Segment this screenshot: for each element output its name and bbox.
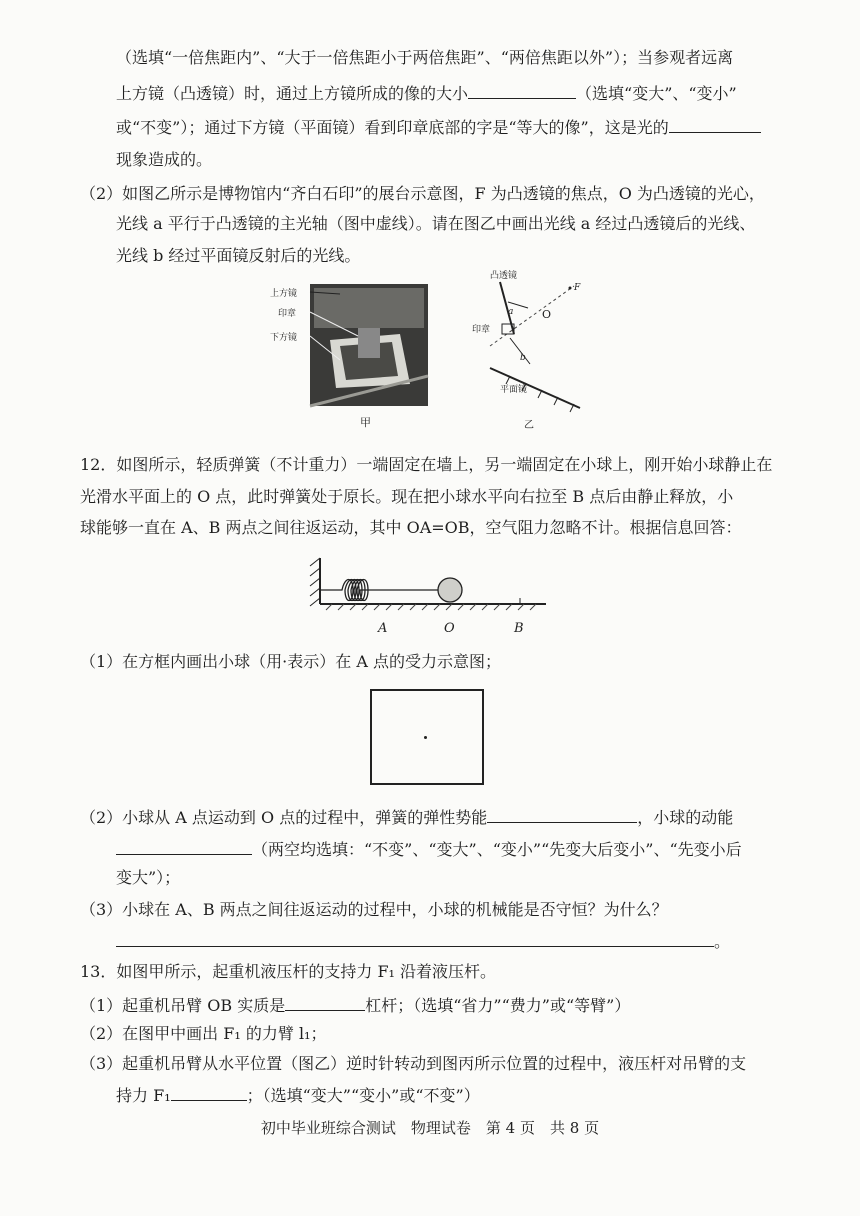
q11-part2-line3: 光线 b 经过平面镜反射后的光线。 [116,246,361,265]
q12-line2: 光滑水平面上的 O 点，此时弹簧处于原长。现在把小球水平向右拉至 B 点后由静止释放，小 [80,487,734,506]
spring [320,580,438,601]
q11-cont-line1: （选填“一倍焦距内”、“大于一倍焦距小于两倍焦距”、“两倍焦距以外”）；当参观者远离 [116,48,734,67]
point-b-label: B [514,621,524,636]
q11-part2-line1: （2）如图乙所示是博物馆内“齐白石印”的展台示意图，F 为凸透镜的焦点，O 为凸透镜的光心， [80,184,765,203]
jia-label-top: 上方镜 [270,289,298,299]
yi-focus-label: F [574,283,581,293]
yi-mirror-label: 平面镜 [500,385,528,395]
q13-line1: 13．如图甲所示，起重机液压杆的支持力 F₁ 沿着液压杆。 [80,962,497,981]
kinetic-energy-blank[interactable] [116,836,252,855]
q12-part2-text-c: （两空均选填：“不变”、“变大”、“变小”“先变大后变小”、“先变小后 [252,840,742,859]
q13-part3-text-b: ；（选填“变大”“变小”或“不变”） [246,1086,480,1105]
q11-cont-line4: 现象造成的。 [116,150,213,169]
point-o-label: O [444,621,455,636]
q13-part1 [80,992,630,1018]
ball-dot [424,736,427,739]
q12-part2-line3: 变大”）； [116,868,181,887]
yi-stamp-label: 印章 [472,325,491,335]
q11-image-size-blank[interactable] [468,80,576,99]
yi-lens-label: 凸透镜 [490,271,518,281]
ball [438,578,462,602]
q11-cont-line3-text: 或“不变”）；通过下方镜（平面镜）看到印章底部的字是“等大的像”，这是光的 [116,118,669,137]
q11-cont-line2-text-b: （选填“变大”、“变小” [576,84,737,103]
q12-part1: （1）在方框内画出小球（用·表示）在 A 点的受力示意图； [80,652,501,671]
figure-jia-photo [270,276,440,436]
q12-part2-line1 [80,804,733,830]
q12-part2-text-b: ，小球的动能 [637,808,734,827]
q13-part3-line1: （3）起重机吊臂从水平位置（图乙）逆时针转动到图丙所示位置的过程中，液压杆对吊臂的支 [80,1054,747,1073]
yi-caption: 乙 [524,420,534,431]
q13-part3-text-a: 持力 F₁ [116,1086,171,1105]
jia-caption: 甲 [360,416,371,429]
q12-part3-answer [116,928,730,954]
q13-part1-text-b: 杠杆；（选填“省力”“费力”或“等臂”） [365,996,631,1015]
force-diagram-box[interactable] [370,689,484,785]
q12-spring-figure [306,552,552,642]
jia-label-mid: 印章 [278,309,297,319]
yi-center-label: O [542,308,552,321]
q12-part2-text-a: （2）小球从 A 点运动到 O 点的过程中，弹簧的弹性势能 [80,808,488,827]
support-force-blank[interactable] [171,1082,247,1101]
q12-part3: （3）小球在 A、B 两点之间往返运动的过程中，小球的机械能是否守恒？为什么？ [80,900,668,919]
q12-line3: 球能够一直在 A、B 两点之间往返运动，其中 OA=OB，空气阻力忽略不计。根据信息回答： [80,518,742,537]
q11-cont-line2 [116,80,737,106]
q13-part3-line2 [116,1082,480,1108]
elastic-energy-blank[interactable] [487,804,637,823]
q12-part3-end: 。 [714,932,731,951]
lever-type-blank[interactable] [285,992,365,1011]
q12-part2-line2 [116,836,742,862]
q12-line1: 12．如图所示，轻质弹簧（不计重力）一端固定在墙上，另一端固定在小球上，刚开始小球静止在 [80,455,773,474]
mechanical-energy-answer-blank[interactable] [116,928,714,947]
q13-part1-text-a: （1）起重机吊臂 OB 实质是 [80,996,286,1015]
q11-cont-line2-text-a: 上方镜（凸透镜）时，通过上方镜所成的像的大小 [116,84,469,103]
jia-label-bot: 下方镜 [270,333,298,343]
q11-cont-line3 [116,114,761,140]
q11-light-phenomenon-blank[interactable] [669,114,761,133]
yi-ray-a-label: a [508,307,514,317]
point-a-label: A [378,621,388,636]
yi-ray-b-label: b [520,353,526,363]
figure-yi-diagram [470,268,590,436]
q13-part2: （2）在图甲中画出 F₁ 的力臂 l₁； [80,1024,327,1043]
page-footer: 初中毕业班综合测试 物理试卷 第 4 页 共 8 页 [260,1119,600,1137]
q11-part2-line2: 光线 a 平行于凸透镜的主光轴（图中虚线）。请在图乙中画出光线 a 经过凸透镜后的光线、 [116,214,756,233]
